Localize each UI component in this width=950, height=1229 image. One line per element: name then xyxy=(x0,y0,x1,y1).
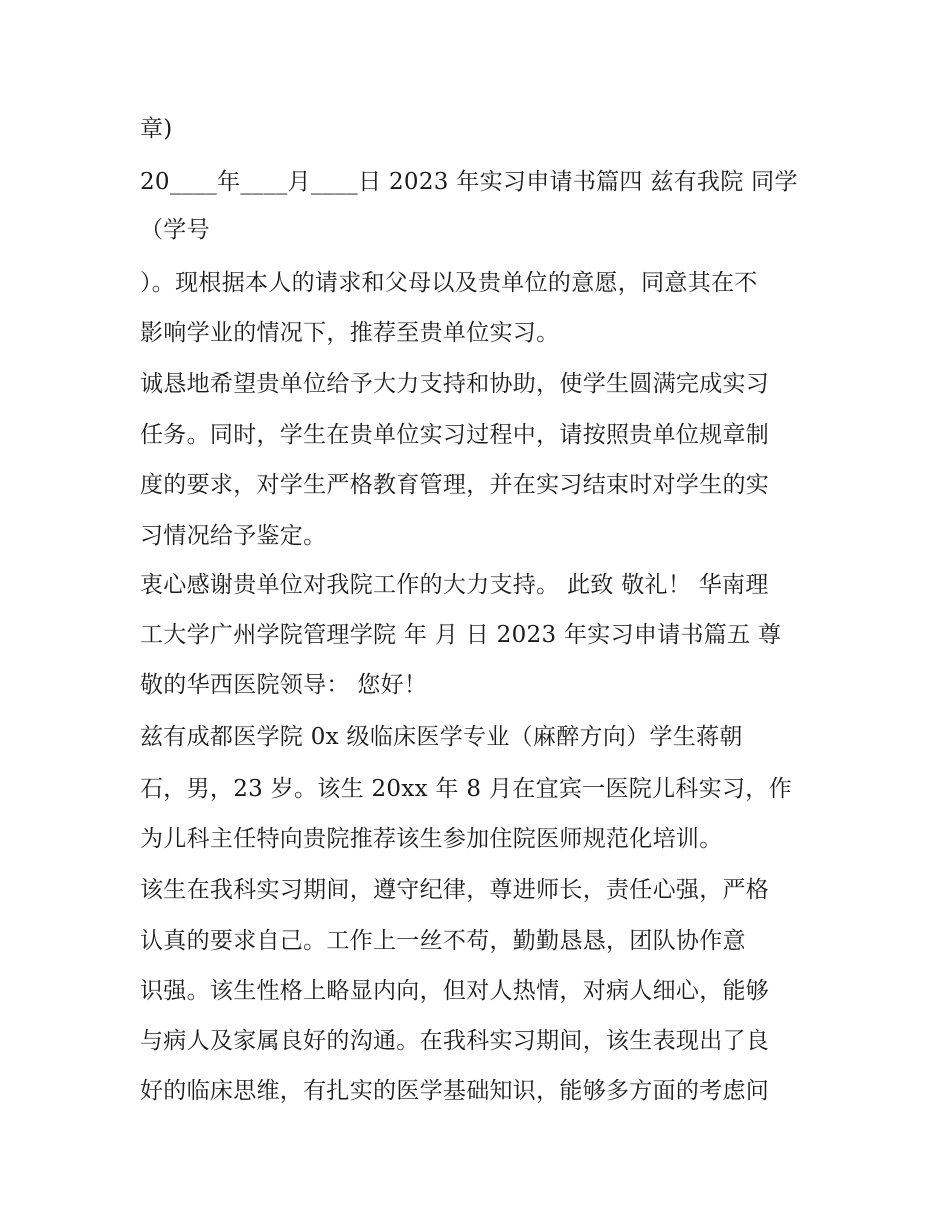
text-line: 章) xyxy=(140,116,173,142)
text-line: 识强。该生性格上略显内向，但对人热情，对病人细心，能够 xyxy=(140,978,770,1004)
text-line: 为儿科主任特向贵院推荐该生参加住院医师规范化培训。 xyxy=(140,826,723,852)
text-line: 度的要求，对学生严格教育管理，并在实习结束时对学生的实 xyxy=(140,472,770,498)
text-line: 与病人及家属良好的沟通。在我科实习期间，该生表现出了良 xyxy=(140,1028,770,1054)
text-line: 该生在我科实习期间，遵守纪律，尊进师长，责任心强，严格 xyxy=(140,877,770,903)
text-line: 石，男，23 岁。该生 20xx 年 8 月在宜宾一医院儿科实习，作 xyxy=(140,776,792,802)
text-line: 好的临床思维，有扎实的医学基础知识，能够多方面的考虑问 xyxy=(140,1078,770,1104)
text-line: 工大学广州学院管理学院 年 月 日 2023 年实习申请书篇五 尊 xyxy=(140,622,782,648)
text-line: 兹有成都医学院 0x 级临床医学专业（麻醉方向）学生蒋朝 xyxy=(140,724,743,750)
text-line: 20____年____月____日 2023 年实习申请书篇四 兹有我院 同学 xyxy=(140,169,798,195)
text-line: 影响学业的情况下，推荐至贵单位实习。 xyxy=(140,320,560,346)
text-line: 诚恳地希望贵单位给予大力支持和协助，使学生圆满完成实习 xyxy=(140,371,770,397)
text-line: 认真的要求自己。工作上一丝不苟，勤勤恳恳，团队协作意 xyxy=(140,928,746,954)
text-line: 习情况给予鉴定。 xyxy=(140,523,327,549)
text-line: （学号 xyxy=(140,217,210,243)
text-line: 敬的华西医院领导： 您好！ xyxy=(140,672,428,698)
text-line: 任务。同时，学生在贵单位实习过程中，请按照贵单位规章制 xyxy=(140,422,770,448)
text-line: ）。现根据本人的请求和父母以及贵单位的意愿，同意其在不 xyxy=(140,270,758,296)
text-line: 衷心感谢贵单位对我院工作的大力支持。 此致 敬礼！ 华南理 xyxy=(140,572,769,598)
